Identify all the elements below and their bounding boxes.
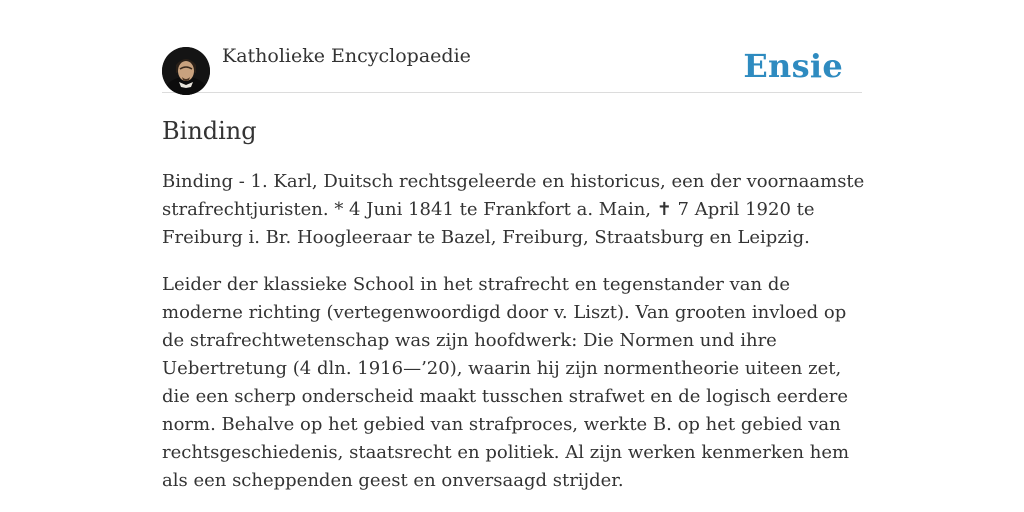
portrait-avatar-icon[interactable]	[162, 47, 210, 95]
article-title: Binding	[162, 117, 257, 145]
brand-logo[interactable]: Ensie	[743, 47, 843, 85]
article-paragraph-1: Binding - 1. Karl, Duitsch rechtsgeleerde en historicus, een der voornaamste strafrechtjuristen. * 4 Juni 1841 te Frankfort a. Main, ✝ 7 April 1920 te Freiburg i. Br. Hoogleeraar te Bazel, Freiburg, Straatsburg en Leipzig.	[162, 171, 865, 248]
source-title[interactable]: Katholieke Encyclopaedie	[222, 45, 471, 67]
page	[162, 0, 865, 491]
site-header	[162, 0, 862, 93]
article-paragraph-2: Leider der klassieke School in het strafrecht en tegenstander van de moderne richting (vertegenwoordigd door v. Liszt). Van grooten invloed op de strafrechtwetenschap was zijn hoofdwerk: Die Normen und ihre Uebertretung (4 dln. 1916—’20), waarin hij zijn normentheorie uiteen zet, die een scherp onderscheid maakt tusschen strafwet en de logisch eerdere norm. Behalve op het gebied van strafproces, werkte B. op het gebied van rechtsgeschiedenis, staatsrecht en politiek. Al zijn werken kenmerken hem als een scheppenden geest en onversaagd strijder.	[162, 274, 850, 491]
